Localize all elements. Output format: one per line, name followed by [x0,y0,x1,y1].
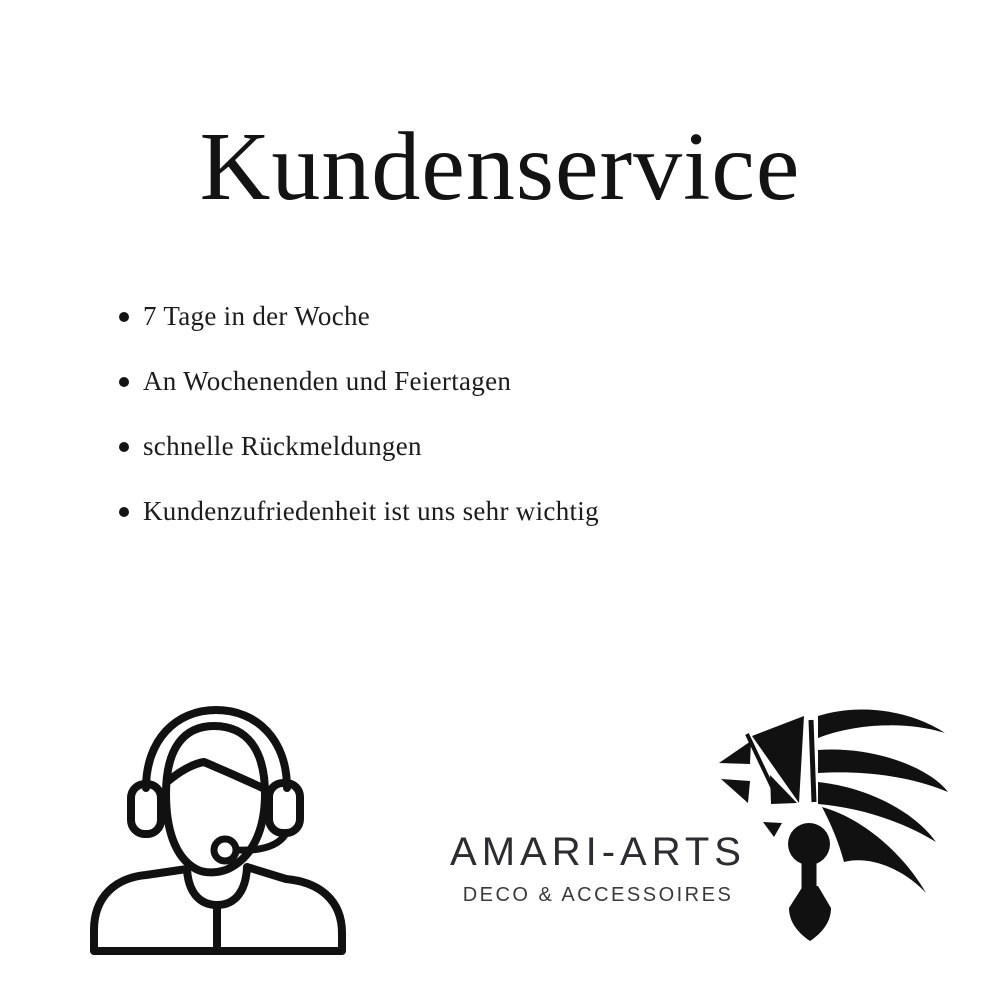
bullet-dot [119,442,129,452]
hairline [167,762,267,790]
list-item [119,300,599,333]
logo-triangle-b [721,779,750,803]
brand-tagline: DECO & ACCESSOIRES [462,884,734,906]
list-item [119,495,599,528]
logo-teardrop [789,886,831,941]
page-title: Kundenservice [199,113,801,221]
list-item-text: 7 Tage in der Woche [143,301,371,331]
logo-vertical-line [811,720,814,802]
logo-triangle-d [763,822,782,837]
list-item-text: schnelle Rückmeldungen [143,431,422,461]
list-item [119,365,599,398]
bullet-dot [119,377,129,387]
list-item-text: Kundenzufriedenheit ist uns sehr wichtig [143,496,599,526]
benefits-list [119,300,599,560]
list-item-text: An Wochenenden und Feiertagen [143,366,512,396]
logo-triangle-a [719,741,751,764]
support-agent-headset-icon [84,698,350,964]
list-item [119,430,599,463]
logo-feather-1 [818,710,945,738]
bullet-dot [119,312,129,322]
mic-tip [214,839,236,861]
indian-chief-headdress-logo [705,700,955,950]
bullet-dot [119,507,129,517]
brand-name: AMARI-ARTS [450,830,746,874]
brand-block [448,830,748,907]
logo-stem [802,858,817,889]
